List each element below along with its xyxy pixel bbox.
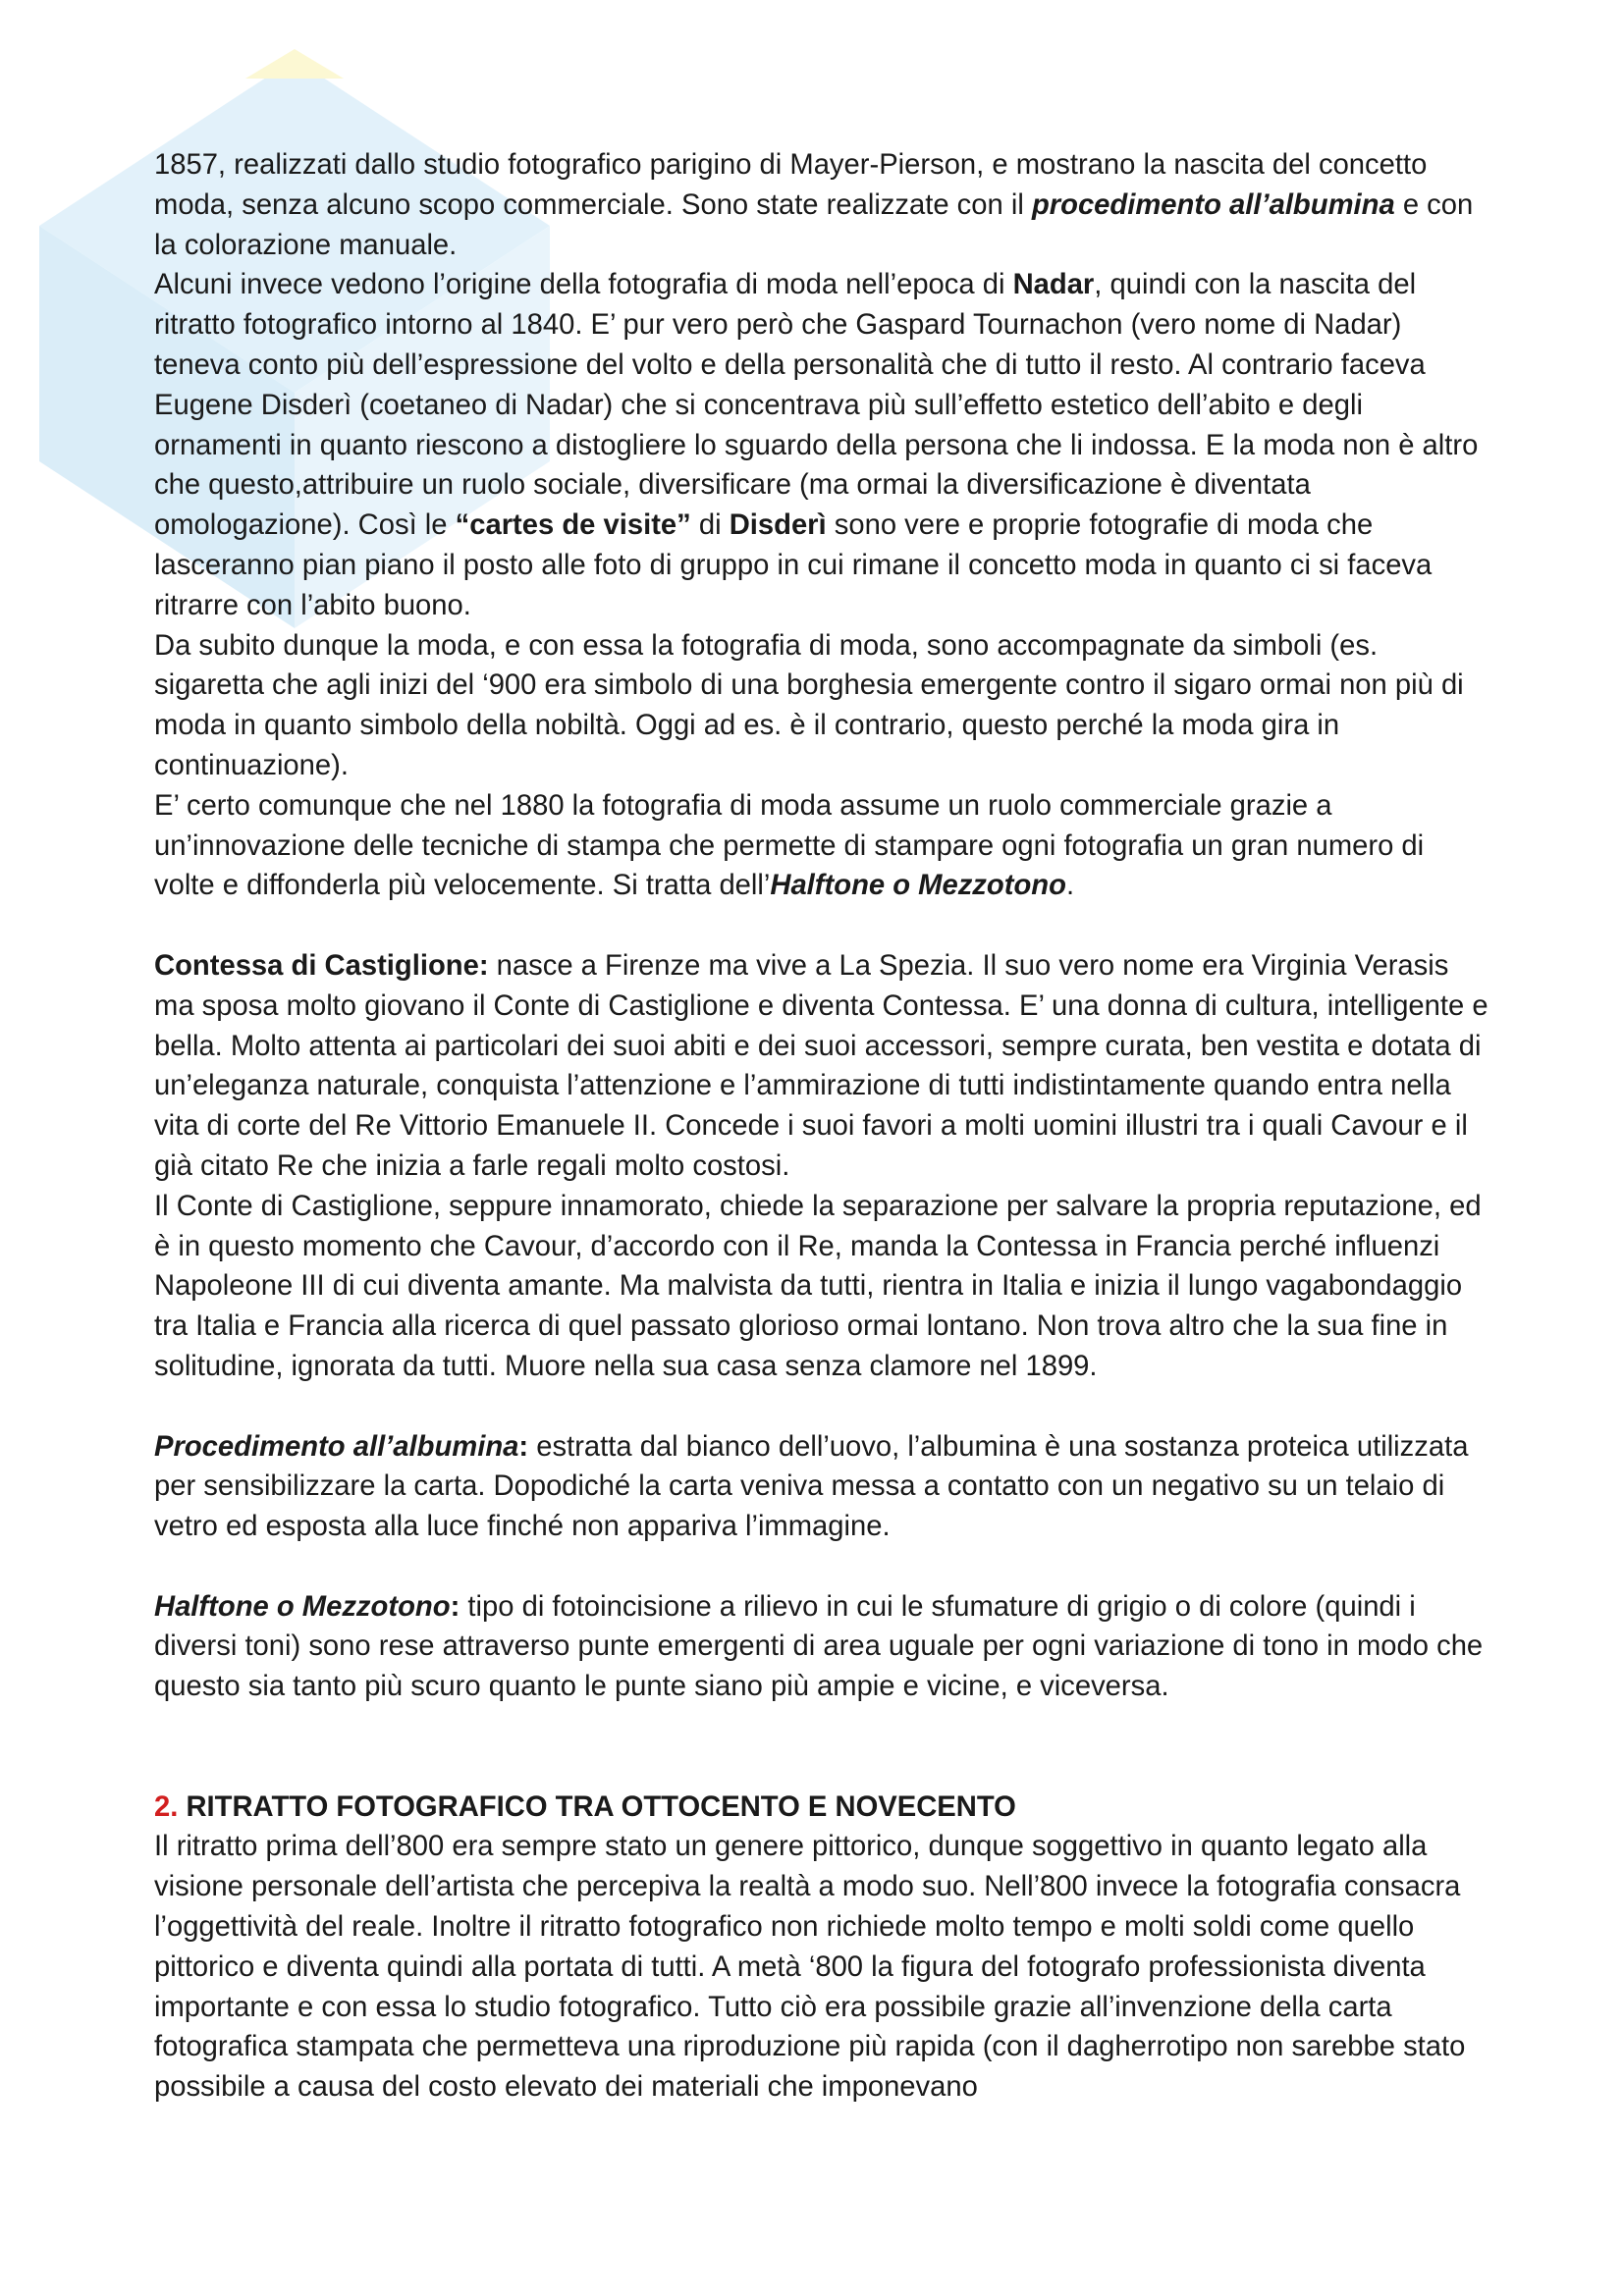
halftone-term: Halftone o Mezzotono — [154, 1590, 451, 1623]
intro-paragraph-1: 1857, realizzati dallo studio fotografico parigino di Mayer-Pierson, e mostrano la nascita del concetto moda, senza alcuno scopo commerciale. Sono state realizzate con il procedimento all’albumina e con la colorazione manuale. — [154, 149, 1474, 261]
section-2-heading: 2. RITRATTO FOTOGRAFICO TRA OTTOCENTO E NOVECENTO — [154, 1790, 1016, 1823]
intro-paragraph-4: E’ certo comunque che nel 1880 la fotografia di moda assume un ruolo commerciale grazie a un’innovazione delle tecniche di stampa che permette di stampare ogni fotografia un gran numero di volte e diffonderla più velocemente. Si tratta dell’Halftone o Mezzotono. — [154, 789, 1425, 902]
albumina-definition: Procedimento all’albumina: estratta dal bianco dell’uovo, l’albumina è una sostanza proteica utilizzata per sensibilizzare la carta. Dopodiché la carta veniva messa a contatto con un negativo su un telaio di vetro ed esposta alla luce finché non appariva l’immagine. — [154, 1430, 1469, 1543]
intro-paragraph-2: Alcuni invece vedono l’origine della fotografia di moda nell’epoca di Nadar, quindi con la nascita del ritratto fotografico intorno al 1840. E’ pur vero però che Gaspard Tournachon (vero nome di Nadar) teneva conto più dell’espressione del volto e della personalità che di tutto il resto. Al contrario faceva Eugene Disderì (coetaneo di Nadar) che si concentrava più sull’effetto estetico dell’abito e degli ornamenti in quanto riescono a distogliere lo sguardo della persona che li indossa. E la moda non è altro che questo,attribuire un ruolo sociale, diversificare (ma ormai la diversificazione è diventata omologazione). Così le “cartes de visite” di Disderì sono vere e proprie fotografie di moda che lasceranno pian piano il posto alle foto di gruppo in cui rimane il concetto moda in quanto ci si faceva ritrarre con l’abito buono. — [154, 269, 1479, 621]
document-page — [154, 145, 1489, 2108]
contessa-paragraph-1: Contessa di Castiglione: nasce a Firenze ma vive a La Spezia. Il suo vero nome era Virginia Verasis ma sposa molto giovano il Conte di Castiglione e diventa Contessa. E’ una donna di cultura, intelligente e bella. Molto attenta ai particolari dei suoi abiti e dei suoi accessori, sempre curata, ben vestita e dotata di un’eleganza naturale, conquista l’attenzione e l’ammirazione di tutti indistintamente quando entra nella vita di corte del Re Vittorio Emanuele II. Concede i suoi favori a molti uomini illustri tra i quali Cavour e il già citato Re che inizia a farle regali molto costosi. — [154, 949, 1488, 1182]
halftone-definition: Halftone o Mezzotono: tipo di fotoincisione a rilievo in cui le sfumature di grigio o di colore (quindi i diversi toni) sono rese attraverso punte emergenti di area uguale per ogni variazione di tono in modo che questo sia tanto più scuro quanto le punte siano più ampie e vicine, e viceversa. — [154, 1590, 1484, 1703]
section-2-number: 2. — [154, 1790, 179, 1823]
intro-paragraph-3: Da subito dunque la moda, e con essa la fotografia di moda, sono accompagnate da simboli (es. sigaretta che agli inizi del ‘900 era simbolo di una borghesia emergente contro il sigaro ormai non più di moda in quanto simbolo della nobiltà. Oggi ad es. è il contrario, questo perché la moda gira in continuazione). — [154, 629, 1464, 781]
contessa-term: Contessa di Castiglione: — [154, 949, 489, 982]
contessa-paragraph-2: Il Conte di Castiglione, seppure innamorato, chiede la separazione per salvare la propria reputazione, ed è in questo momento che Cavour, d’accordo con il Re, manda la Contessa in Francia perché influenzi Napoleone III di cui diventa amante. Ma malvista da tutti, rientra in Italia e inizia il lungo vagabondaggio tra Italia e Francia alla ricerca di quel passato glorioso ormai lontano. Non trova altro che la sua fine in solitudine, ignorata da tutti. Muore nella sua casa senza clamore nel 1899. — [154, 1190, 1482, 1382]
albumina-term: Procedimento all’albumina — [154, 1430, 519, 1463]
section-2-paragraph: Il ritratto prima dell’800 era sempre stato un genere pittorico, dunque soggettivo in quanto legato alla visione personale dell’artista che percepiva la realtà a modo suo. Nell’800 invece la fotografia consacra l’oggettività del reale. Inoltre il ritratto fotografico non richiede molto tempo e molti soldi come quello pittorico e diventa quindi alla portata di tutti. A metà ‘800 la figura del fotografo professionista diventa importante e con essa lo studio fotografico. Tutto ciò era possibile grazie all’invenzione della carta fotografica stampata che permetteva una riproduzione più rapida (con il dagherrotipo non sarebbe stato possibile a causa del costo elevato dei materiali che imponevano — [154, 1831, 1466, 2104]
